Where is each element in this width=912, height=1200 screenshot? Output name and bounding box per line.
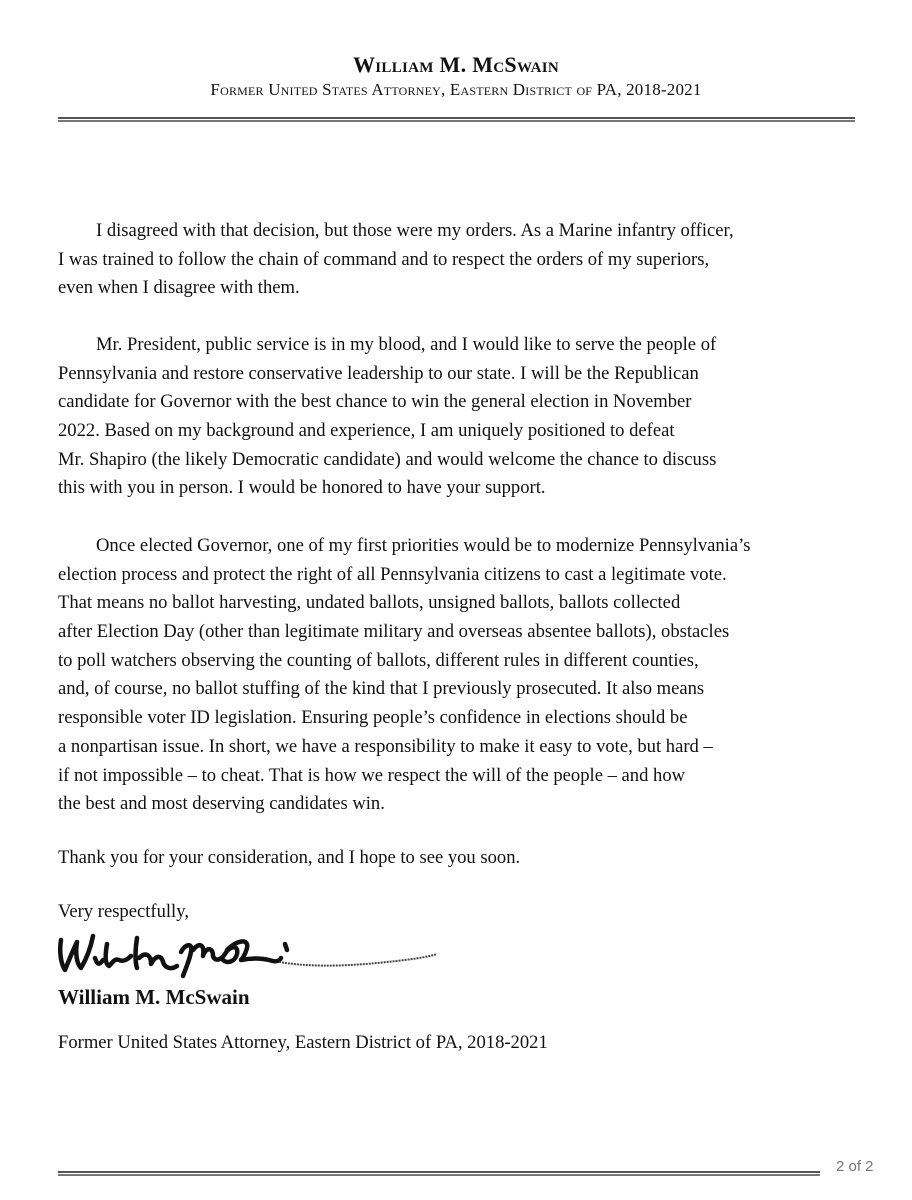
text-line: Thank you for your consideration, and I hope to see you soon. xyxy=(58,847,521,868)
page-number: 2 of 2 xyxy=(836,1158,874,1175)
text-line: election process and protect the right of all Pennsylvania citizens to cast a legitimate vote. xyxy=(58,563,727,585)
paragraph-2 xyxy=(58,331,716,503)
footer-double-rule xyxy=(58,1171,820,1176)
letterhead-title: Former United States Attorney, Eastern District of PA, 2018-2021 xyxy=(210,80,702,99)
text-line: candidate for Governor with the best chance to win the general election in November xyxy=(58,391,692,413)
text-line: responsible voter ID legislation. Ensuring people’s confidence in elections should be xyxy=(58,707,688,729)
text-line: even when I disagree with them. xyxy=(58,277,300,299)
text-line: I was trained to follow the chain of command and to respect the orders of my superiors, xyxy=(58,248,710,270)
text-line: Once elected Governor, one of my first priorities would be to modernize Pennsylvania’s xyxy=(96,535,751,556)
text-line: and, of course, no ballot stuffing of the kind that I previously prosecuted. It also means xyxy=(58,678,705,700)
header-double-rule xyxy=(58,117,855,122)
text-line: Mr. President, public service is in my blood, and I would like to serve the people of xyxy=(96,334,717,355)
text-line: the best and most deserving candidates win. xyxy=(58,793,385,815)
paragraph-1 xyxy=(58,217,734,303)
signatory-name: William M. McSwain xyxy=(58,985,250,1009)
text-line: a nonpartisan issue. In short, we have a responsibility to make it easy to vote, but hard – xyxy=(58,735,713,757)
text-line: Pennsylvania and restore conservative leadership to our state. I will be the Republican xyxy=(58,362,699,384)
text-line: I disagreed with that decision, but those were my orders. As a Marine infantry officer, xyxy=(96,220,734,241)
text-line: Very respectfully, xyxy=(58,901,189,922)
text-line: That means no ballot harvesting, undated ballots, unsigned ballots, ballots collected xyxy=(58,592,681,614)
text-line: this with you in person. I would be honored to have your support. xyxy=(58,477,546,499)
text-line: to poll watchers observing the counting of ballots, different rules in different counties, xyxy=(58,649,699,671)
text-line: 2022. Based on my background and experience, I am uniquely positioned to defeat xyxy=(58,420,675,442)
text-line: Mr. Shapiro (the likely Democratic candidate) and would welcome the chance to discuss xyxy=(58,448,717,470)
signatory-title: Former United States Attorney, Eastern District of PA, 2018-2021 xyxy=(58,1032,548,1053)
letterhead-name: William M. McSwain xyxy=(352,52,559,77)
closing-thanks xyxy=(58,844,520,873)
valediction xyxy=(58,898,189,927)
paragraph-3 xyxy=(58,532,751,819)
handwritten-signature xyxy=(55,930,455,985)
text-line: if not impossible – to cheat. That is how we respect the will of the people – and how xyxy=(58,764,686,786)
text-line: after Election Day (other than legitimate military and overseas absentee ballots), obstacles xyxy=(58,621,730,643)
